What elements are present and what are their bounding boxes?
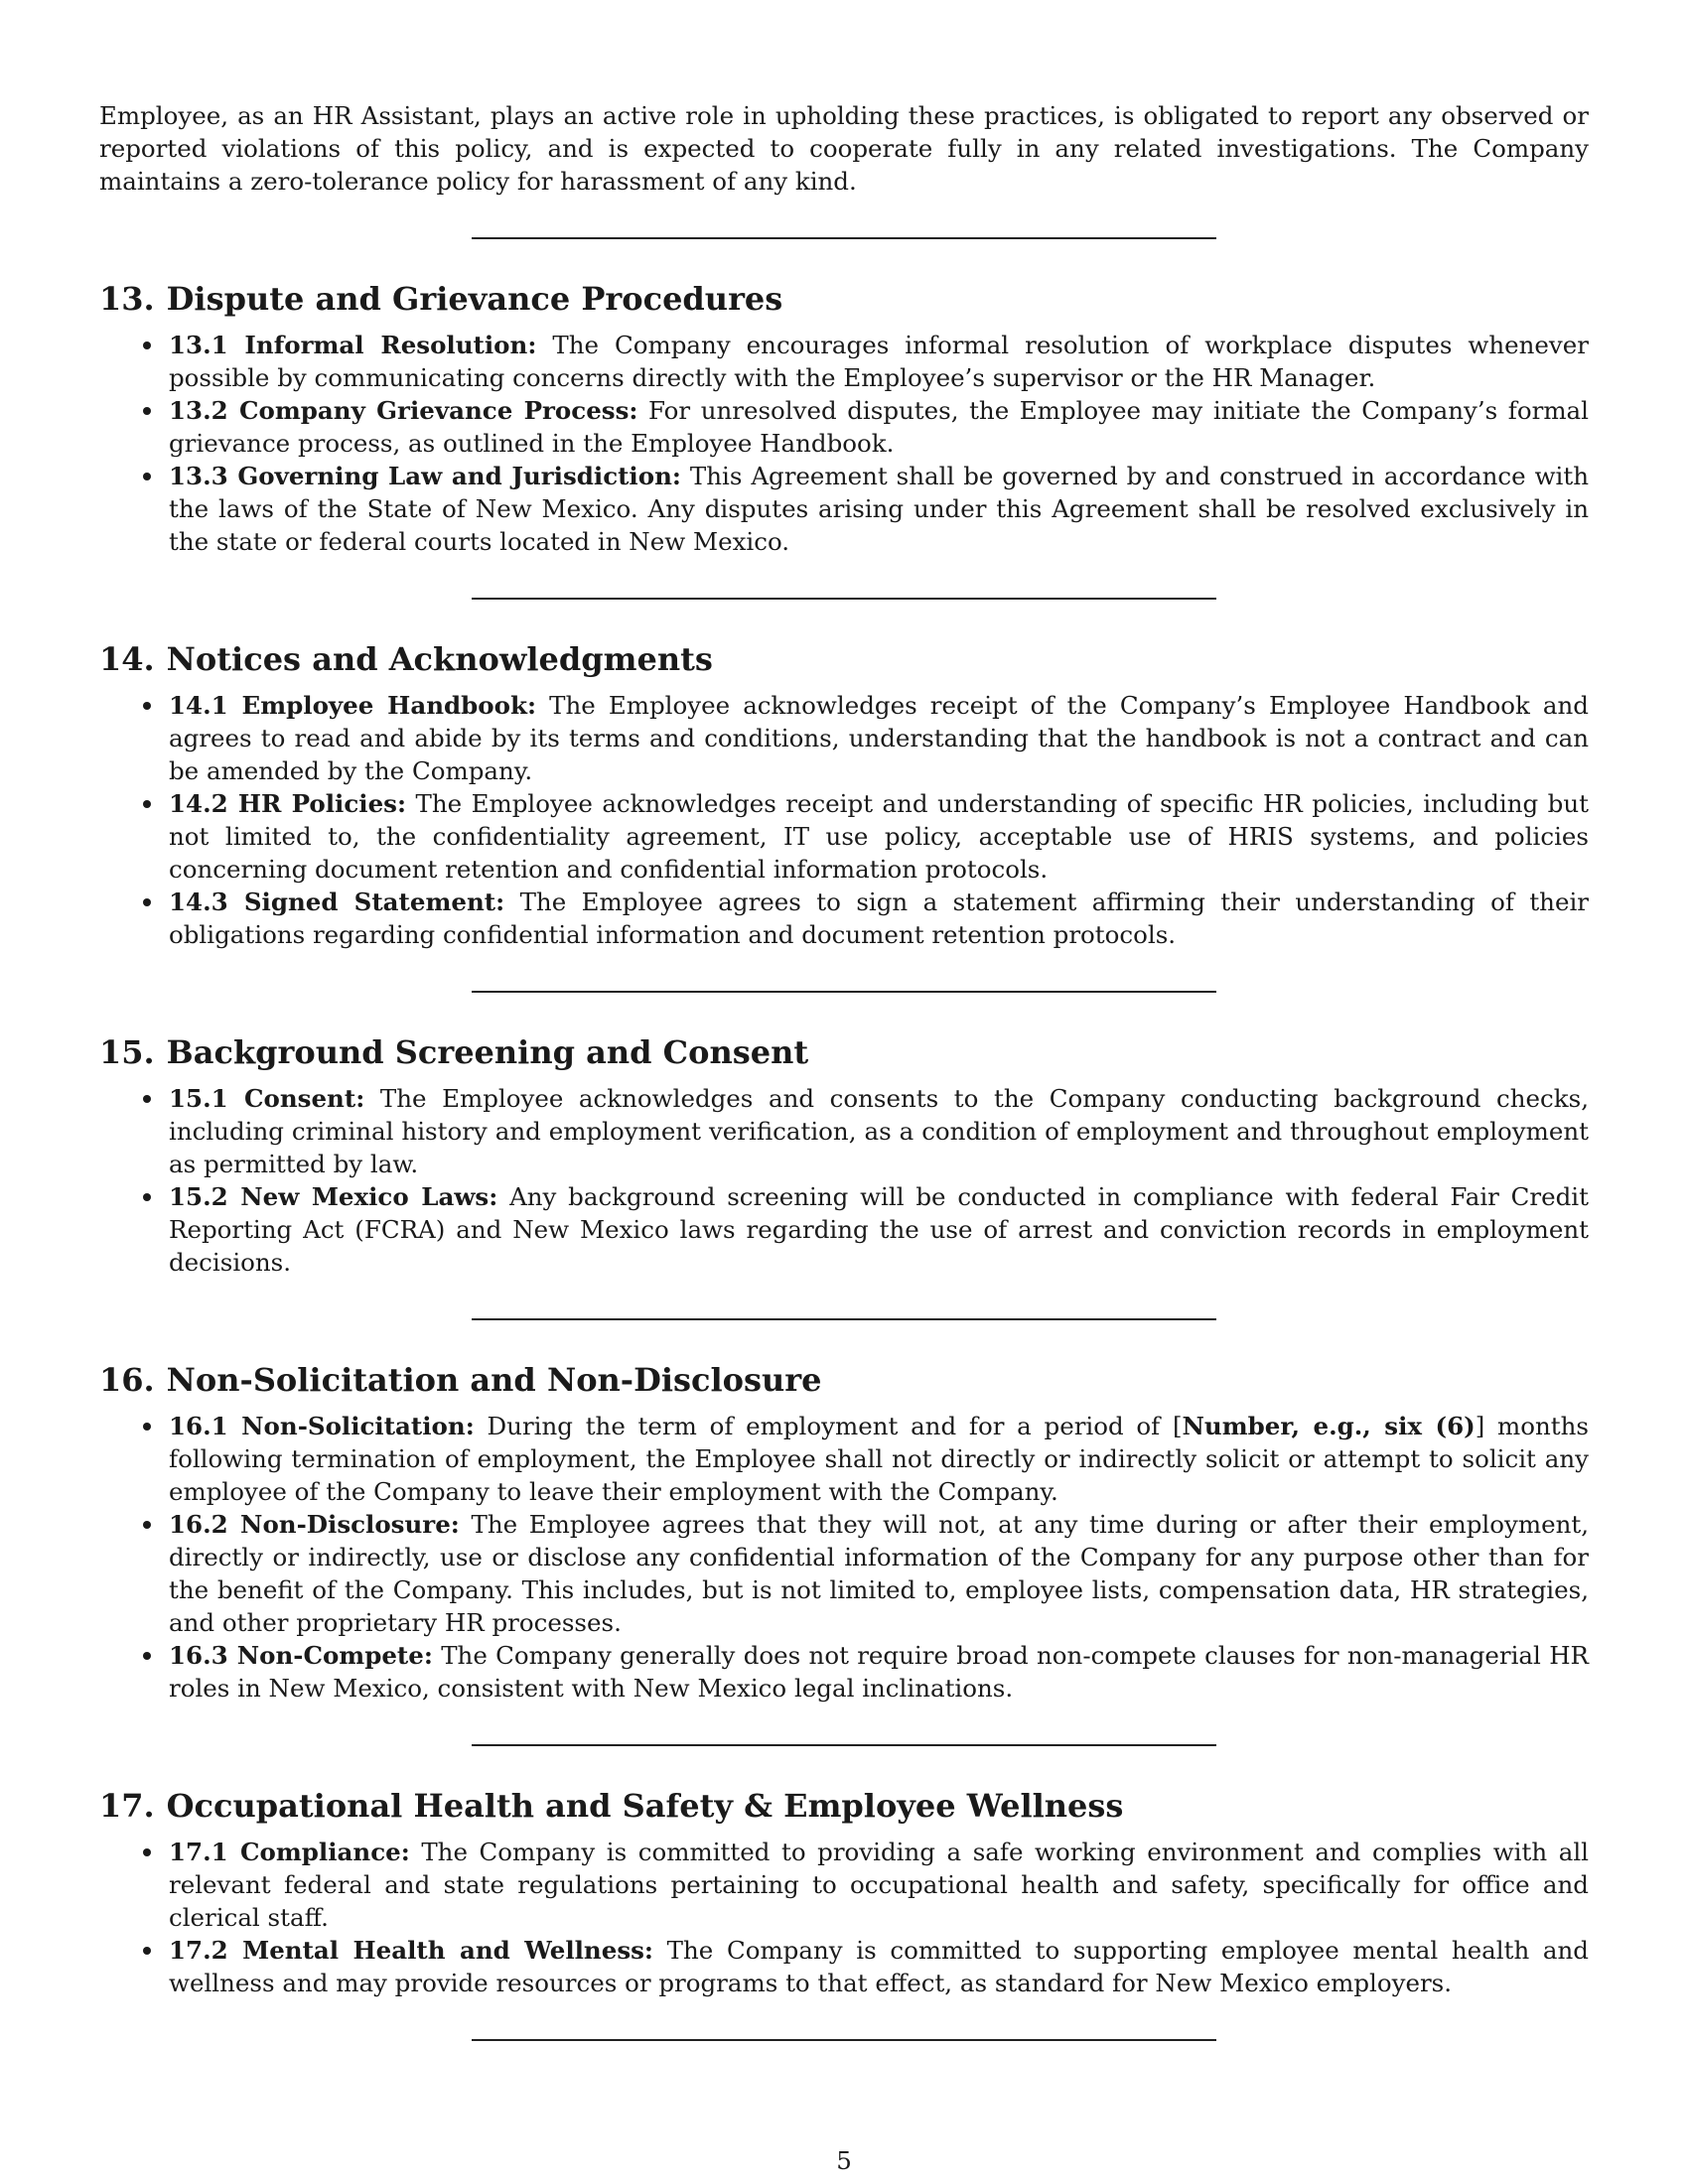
section-divider — [472, 598, 1216, 600]
intro-paragraph: Employee, as an HR Assistant, plays an active role in upholding these practices, is obligated to report any observed or reported violations of this policy, and is expected to cooperate fully in any related investigations. The Company maintains a zero-tolerance policy for harassment of any kind. — [99, 101, 1589, 196]
section-list-17 — [99, 1836, 1589, 1999]
item-label: 15.1 Consent: — [169, 1084, 365, 1113]
item-label: 17.1 Compliance: — [169, 1838, 410, 1866]
list-item — [169, 787, 1589, 886]
item-text: For unresolved disputes, the Employee may initiate the Company’s formal grievance process, as outlined in the Employee Handbook. — [169, 396, 1589, 458]
section-heading-17 — [99, 1786, 1589, 1826]
list-item — [169, 1410, 1589, 1508]
section-divider — [472, 991, 1216, 993]
item-label: 14.1 Employee Handbook: — [169, 691, 536, 720]
section-title: Background Screening and Consent — [166, 1033, 809, 1071]
section-list-15 — [99, 1082, 1589, 1279]
list-item — [169, 394, 1589, 460]
section-number: 15. — [99, 1033, 155, 1071]
item-label: 14.3 Signed Statement: — [169, 887, 505, 916]
item-text: The Employee acknowledges receipt of the Company’s Employee Handbook and agrees to read and abide by its terms and conditions, understanding that the handbook is not a contract and can be amended by the Company. — [169, 691, 1589, 785]
item-label: 14.2 HR Policies: — [169, 789, 407, 818]
list-item — [169, 1180, 1589, 1279]
item-label: 13.3 Governing Law and Jurisdiction: — [169, 462, 681, 490]
list-item — [169, 1639, 1589, 1705]
section-list-14 — [99, 689, 1589, 951]
item-text: The Company is committed to providing a safe working environment and complies with all relevant federal and state regulations pertaining to occupational health and safety, specifically for office and clerical staff. — [169, 1838, 1590, 1932]
section-list-16 — [99, 1410, 1589, 1705]
list-item — [169, 460, 1589, 558]
item-label: 13.1 Informal Resolution: — [169, 331, 537, 359]
list-item — [169, 886, 1589, 951]
section-divider — [472, 237, 1216, 239]
list-item — [169, 1082, 1589, 1180]
page-number: 5 — [836, 2146, 852, 2175]
document-page — [99, 99, 1589, 2081]
list-item — [169, 1836, 1589, 1934]
item-text: The Company generally does not require broad non-compete clauses for non-managerial HR roles in New Mexico, consistent with New Mexico legal inclinations. — [169, 1641, 1590, 1703]
item-text: ] months following termination of employment, the Employee shall not directly or indirectly solicit or attempt to solicit any employee of the Company to leave their employment with the Company. — [169, 1412, 1589, 1506]
section-number: 16. — [99, 1361, 155, 1399]
section-number: 17. — [99, 1787, 155, 1825]
section-title: Occupational Health and Safety & Employee Wellness — [166, 1787, 1124, 1825]
section-divider — [472, 2039, 1216, 2041]
item-text: The Company is committed to supporting employee mental health and wellness and may provide resources or programs to that effect, as standard for New Mexico employers. — [169, 1936, 1589, 1997]
section-list-13 — [99, 329, 1589, 558]
item-label: 16.3 Non-Compete: — [169, 1641, 433, 1670]
item-label: 17.2 Mental Health and Wellness: — [169, 1936, 653, 1965]
section-heading-15 — [99, 1032, 1589, 1072]
placeholder-term: Number, e.g., six (6) — [1182, 1412, 1476, 1440]
section-divider — [472, 1318, 1216, 1320]
item-text: The Company encourages informal resolution of workplace disputes whenever possible by communicating concerns directly with the Employee’s supervisor or the HR Manager. — [169, 331, 1589, 392]
item-text: The Employee agrees to sign a statement affirming their understanding of their obligations regarding confidential information and document retention protocols. — [169, 887, 1589, 949]
item-text: This Agreement shall be governed by and construed in accordance with the laws of the State of New Mexico. Any disputes arising under this Agreement shall be resolved exclusively in the state or federal courts located in New Mexico. — [169, 462, 1589, 556]
item-text: Any background screening will be conducted in compliance with federal Fair Credit Reporting Act (FCRA) and New Mexico laws regarding the use of arrest and conviction records in employment decisions. — [169, 1182, 1589, 1277]
item-label: 16.2 Non-Disclosure: — [169, 1510, 460, 1539]
section-heading-13 — [99, 279, 1589, 319]
item-text: The Employee agrees that they will not, at any time during or after their employment, directly or indirectly, use or disclose any confidential information of the Company for any purpose other than for the benefit of the Company. This includes, but is not limited to, employee lists, compensation data, HR strategies, and other proprietary HR processes. — [169, 1510, 1590, 1637]
list-item — [169, 689, 1589, 787]
section-heading-16 — [99, 1360, 1589, 1400]
list-item — [169, 329, 1589, 394]
item-label: 16.1 Non-Solicitation: — [169, 1412, 475, 1440]
list-item — [169, 1934, 1589, 1999]
item-label: 15.2 New Mexico Laws: — [169, 1182, 498, 1211]
section-title: Dispute and Grievance Procedures — [166, 280, 783, 318]
section-heading-14 — [99, 639, 1589, 679]
item-text: The Employee acknowledges receipt and understanding of specific HR policies, including but not limited to, the confidentiality agreement, IT use policy, acceptable use of HRIS systems, and policies concerning document retention and confidential information protocols. — [169, 789, 1589, 884]
section-title: Notices and Acknowledgments — [166, 640, 713, 678]
section-number: 14. — [99, 640, 155, 678]
item-text: The Employee acknowledges and consents to the Company conducting background checks, including criminal history and employment verification, as a condition of employment and throughout employment as permitted by law. — [169, 1084, 1589, 1178]
section-divider — [472, 1744, 1216, 1746]
item-text-pre: During the term of employment and for a period of [ — [487, 1412, 1183, 1440]
item-label: 13.2 Company Grievance Process: — [169, 396, 638, 425]
section-title: Non-Solicitation and Non-Disclosure — [166, 1361, 822, 1399]
list-item — [169, 1508, 1589, 1639]
section-number: 13. — [99, 280, 155, 318]
